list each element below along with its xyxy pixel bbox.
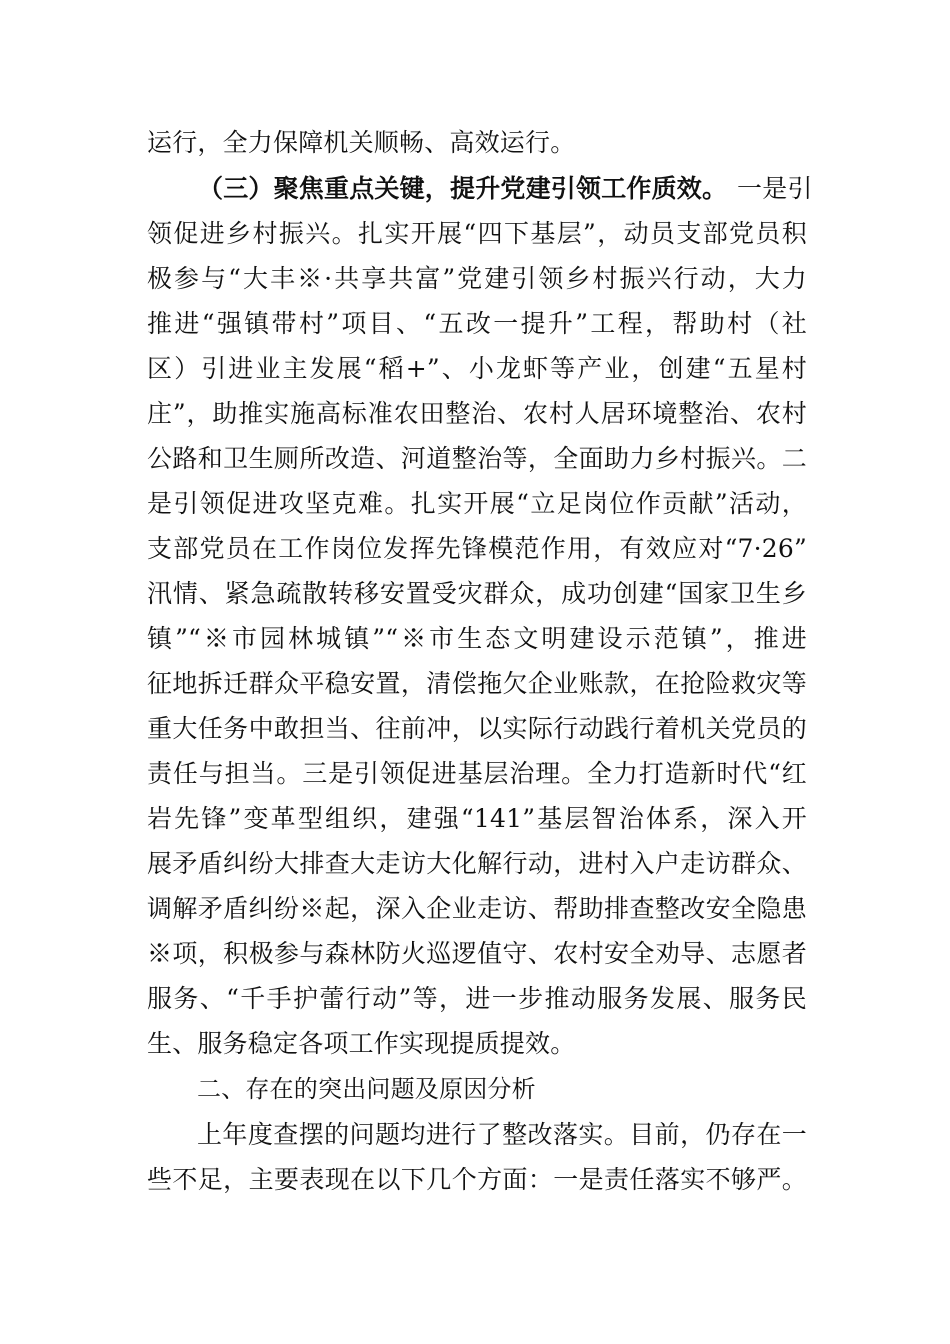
paragraph-line: 调解矛盾纠纷※起，深入企业走访、帮助排查整改安全隐患 [147, 894, 807, 923]
paragraph-line: ※项，积极参与森林防火巡逻值守、农村安全劝导、志愿者 [147, 939, 807, 968]
paragraph-line: 公路和卫生厕所改造、河道整治等，全面助力乡村振兴。二 [147, 444, 807, 473]
paragraph-line: 推进“强镇带村”项目、“五改一提升”工程，帮助村（社 [147, 309, 807, 338]
paragraph-line: 责任与担当。三是引领促进基层治理。全力打造新时代“红 [147, 759, 807, 788]
paragraph-line: 汛情、紧急疏散转移安置受灾群众，成功创建“国家卫生乡 [147, 579, 807, 608]
paragraph-line: 镇”“※市园林城镇”“※市生态文明建设示范镇”，推进 [147, 624, 807, 653]
paragraph-line: 领促进乡村振兴。扎实开展“四下基层”，动员支部党员积 [147, 219, 807, 248]
section-subheading: （三）聚焦重点关键，提升党建引领工作质效。 [198, 174, 728, 203]
paragraph-line: 岩先锋”变革型组织，建强“141”基层智治体系，深入开 [147, 804, 807, 833]
paragraph-line: 生、服务稳定各项工作实现提质提效。 [147, 1029, 576, 1058]
paragraph-line: 运行，全力保障机关顺畅、高效运行。 [147, 128, 576, 157]
paragraph-line: 庄”，助推实施高标准农田整治、农村人居环境整治、农村 [147, 399, 807, 428]
section-heading: 二、存在的突出问题及原因分析 [197, 1075, 536, 1103]
paragraph-line: 是引领促进攻坚克难。扎实开展“立足岗位作贡献”活动， [147, 489, 807, 518]
paragraph-line: 征地拆迁群众平稳安置，清偿拖欠企业账款，在抢险救灾等 [147, 669, 807, 698]
paragraph-line: 一是引 [737, 174, 813, 203]
paragraph-line: 展矛盾纠纷大排查大走访大化解行动，进村入户走访群众、 [147, 849, 807, 878]
paragraph-line: 极参与“大丰※·共享共富”党建引领乡村振兴行动，大力 [147, 264, 807, 293]
paragraph-line: 些不足，主要表现在以下几个方面：一是责任落实不够严。 [147, 1165, 807, 1194]
paragraph-line: 区）引进业主发展“稻+”、小龙虾等产业，创建“五星村 [147, 354, 807, 383]
paragraph-line: 上年度查摆的问题均进行了整改落实。目前，仍存在一 [197, 1120, 807, 1149]
paragraph-line: 支部党员在工作岗位发挥先锋模范作用，有效应对“7·26” [147, 534, 807, 563]
paragraph-line: 服务、“千手护蕾行动”等，进一步推动服务发展、服务民 [147, 984, 807, 1013]
paragraph-line: 重大任务中敢担当、往前冲，以实际行动践行着机关党员的 [147, 714, 807, 743]
